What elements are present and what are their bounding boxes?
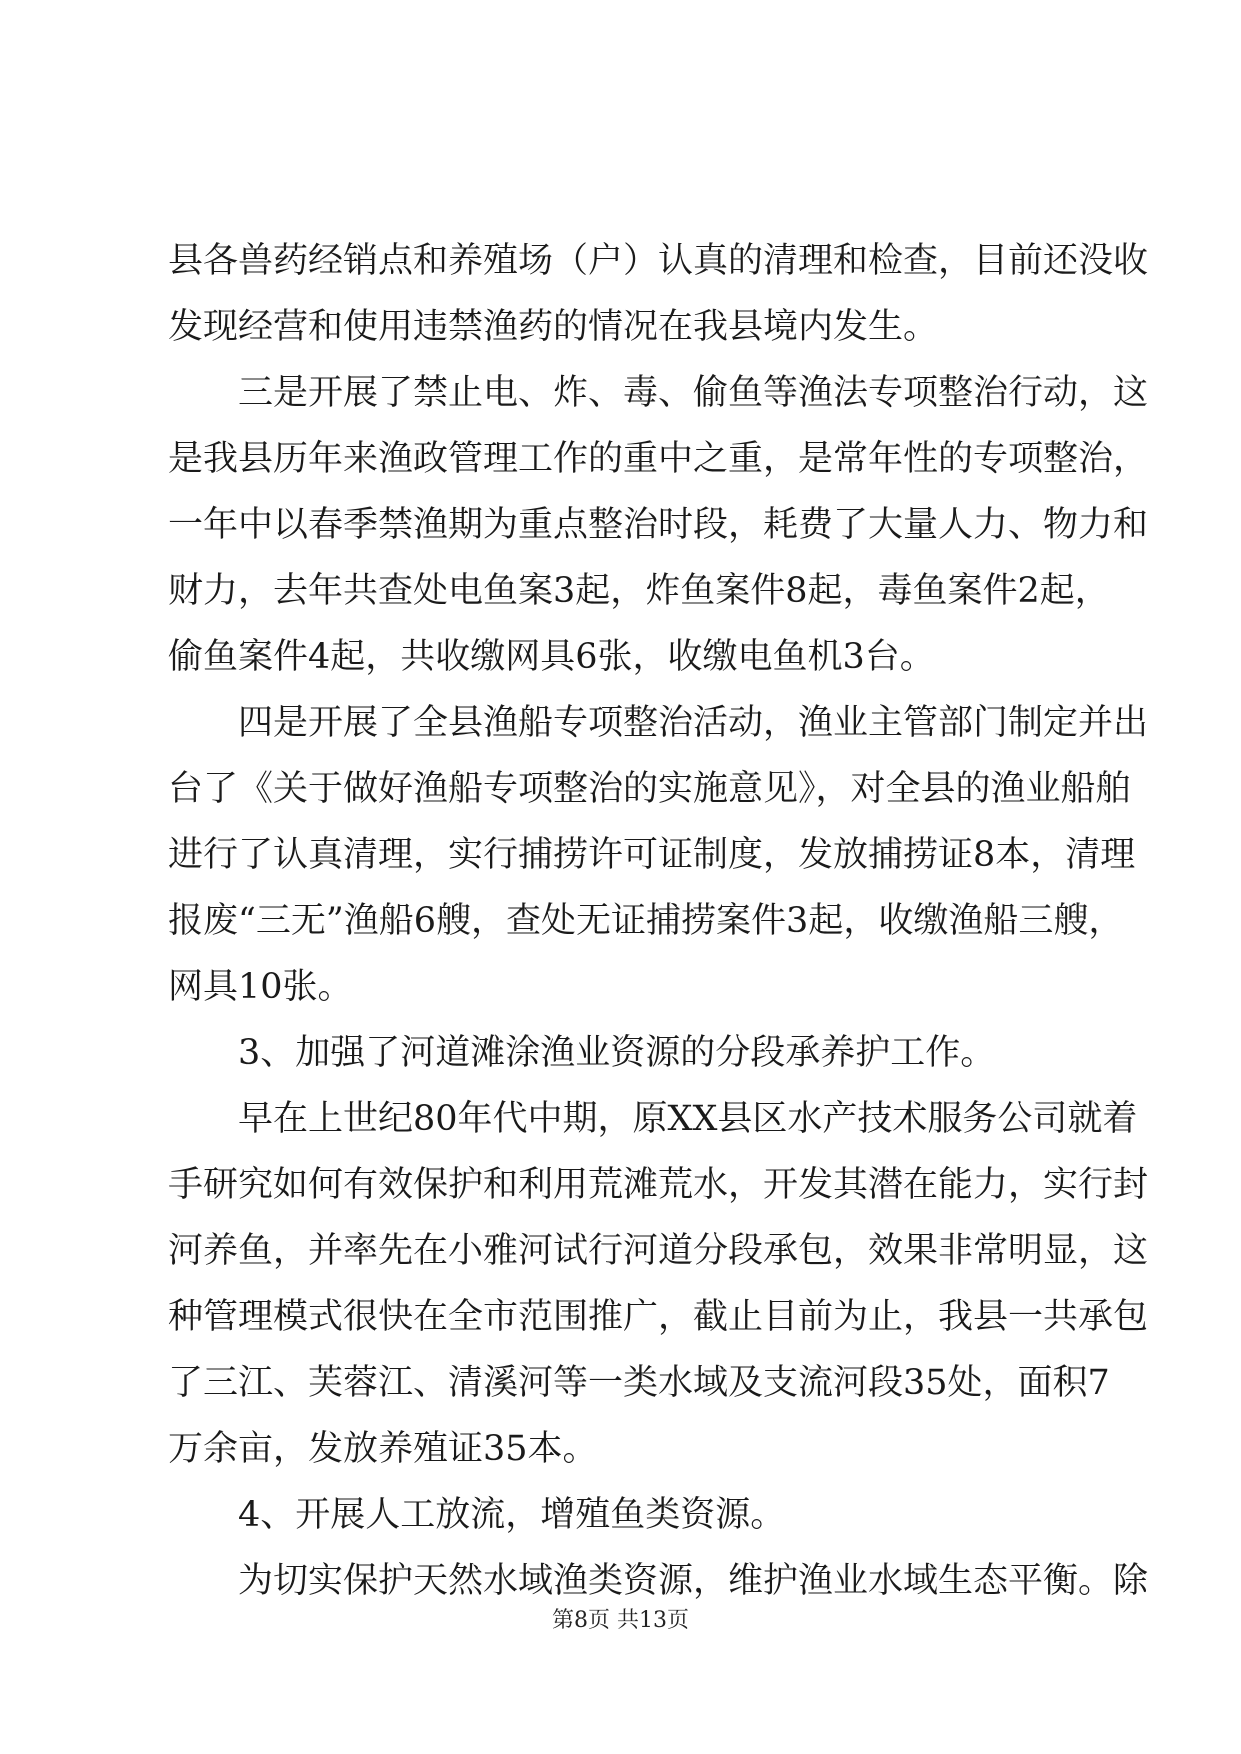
text-line: 是我县历年来渔政管理工作的重中之重，是常年性的专项整治， [168, 439, 1149, 479]
text-line: 台了《关于做好渔船专项整治的实施意见》，对全县的渔业船舶 [168, 769, 1131, 809]
section-heading: 4、开展人工放流，增殖鱼类资源。 [238, 1495, 786, 1535]
text-line: 网具10张。 [168, 967, 353, 1007]
text-line: 为切实保护天然水域渔类资源，维护渔业水域生态平衡。除 [238, 1561, 1149, 1601]
text-line: 了三江、芙蓉江、清溪河等一类水域及支流河段35处，面积7 [168, 1363, 1110, 1403]
text-line: 县各兽药经销点和养殖场（户）认真的清理和检查，目前还没收 [168, 241, 1149, 281]
text-line: 发现经营和使用违禁渔药的情况在我县境内发生。 [168, 307, 939, 347]
text-line: 财力，去年共查处电鱼案3起，炸鱼案件8起，毒鱼案件2起， [168, 571, 1110, 611]
text-line: 偷鱼案件4起，共收缴网具6张，收缴电鱼机3台。 [168, 637, 935, 677]
text-line: 四是开展了全县渔船专项整治活动，渔业主管部门制定并出 [238, 703, 1149, 743]
text-line: 三是开展了禁止电、炸、毒、偷鱼等渔法专项整治行动，这 [238, 373, 1149, 413]
text-line: 一年中以春季禁渔期为重点整治时段，耗费了大量人力、物力和 [168, 505, 1149, 545]
body-text [168, 228, 1149, 1614]
text-line: 手研究如何有效保护和利用荒滩荒水，开发其潜在能力，实行封 [168, 1165, 1149, 1205]
text-line: 种管理模式很快在全市范围推广，截止目前为止，我县一共承包 [168, 1297, 1149, 1337]
text-line: 进行了认真清理，实行捕捞许可证制度，发放捕捞证8本，清理 [168, 835, 1136, 875]
section-heading: 3、加强了河道滩涂渔业资源的分段承养护工作。 [238, 1033, 996, 1073]
text-line: 报废“三无”渔船6艘，查处无证捕捞案件3起，收缴渔船三艘， [168, 901, 1124, 941]
text-line: 河养鱼，并率先在小雅河试行河道分段承包，效果非常明显，这 [168, 1231, 1149, 1271]
text-line: 万余亩，发放养殖证35本。 [168, 1429, 598, 1469]
text-line: 早在上世纪80年代中期，原XX县区水产技术服务公司就着 [238, 1099, 1138, 1139]
page-number-footer: 第8页 共13页 [552, 1608, 689, 1633]
